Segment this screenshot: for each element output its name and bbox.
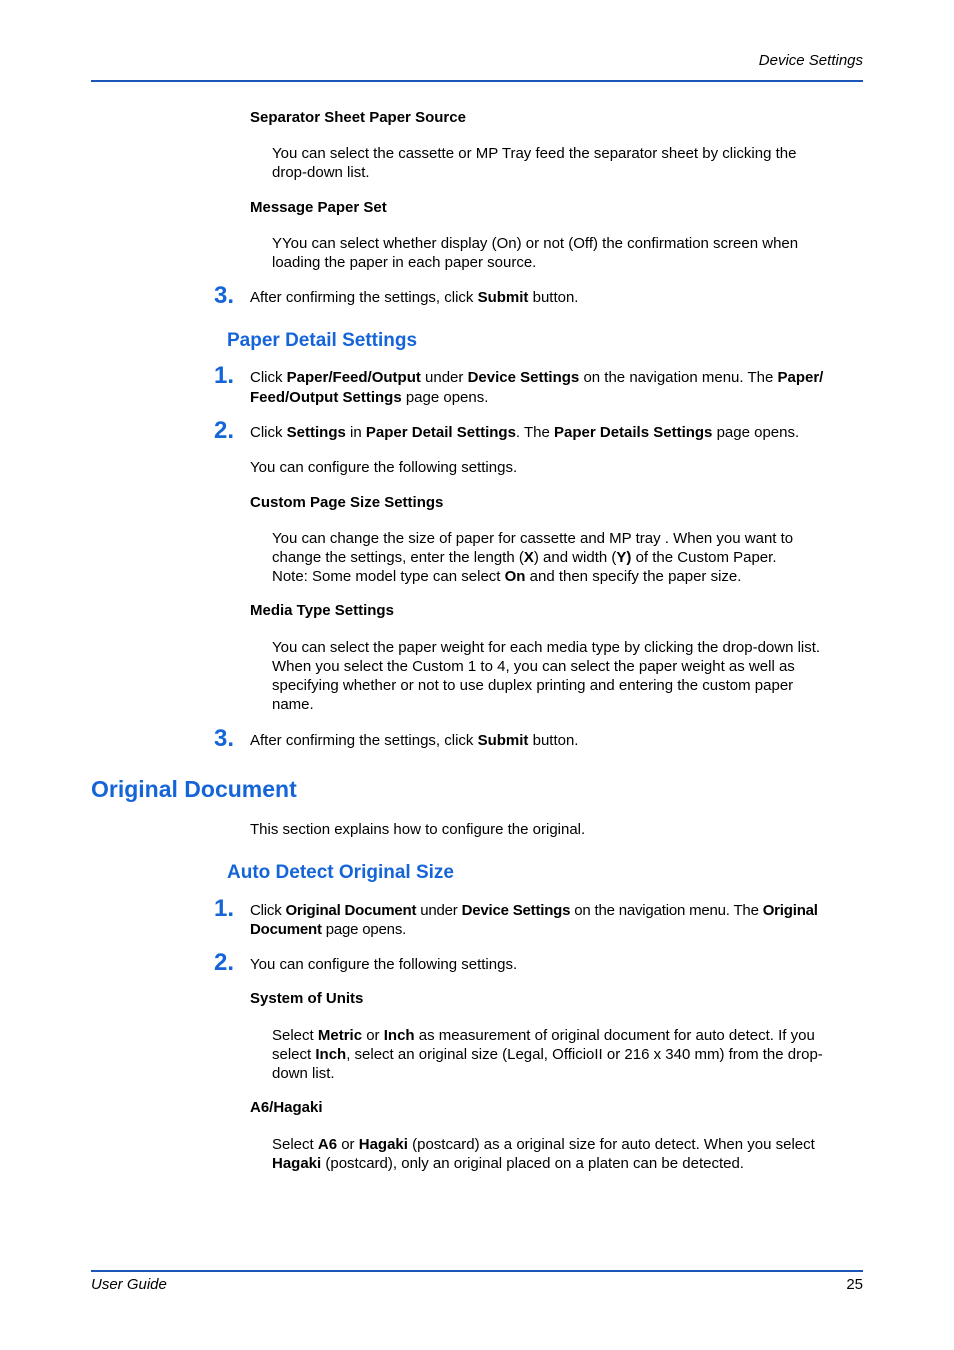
text: After confirming the settings, click <box>250 732 478 749</box>
bold-text: On <box>504 568 526 585</box>
bold-text: Y) <box>616 549 632 566</box>
text: in <box>345 424 366 441</box>
section-heading-original-document: Original Document <box>91 776 297 802</box>
subheading-custom-page-size: Custom Page Size Settings <box>250 494 444 511</box>
text-line <box>250 388 870 407</box>
text-line <box>272 1026 823 1045</box>
bold-text: Original <box>762 902 818 919</box>
running-header: Device Settings <box>758 52 863 69</box>
text-line <box>272 548 793 567</box>
text-line <box>272 567 793 586</box>
step-number: 1. <box>214 362 235 389</box>
paragraph-custom-page-size <box>272 529 793 586</box>
text-line <box>272 1045 823 1064</box>
bold-text: Paper Details Settings <box>554 424 713 441</box>
footer-title: User Guide <box>91 1276 167 1293</box>
bold-text: Paper Detail Settings <box>365 424 516 441</box>
bold-text: Submit <box>477 732 529 749</box>
step-number: 1. <box>214 895 235 922</box>
paragraph-message-paper-set <box>272 234 798 272</box>
text: (postcard), only an original placed on a platen can be detected. <box>321 1155 744 1172</box>
text: ) and width ( <box>533 549 617 566</box>
text: page opens. <box>712 424 800 441</box>
text: page opens. <box>321 921 407 938</box>
step-text <box>250 288 578 307</box>
paragraph-media-type <box>272 638 820 714</box>
text: Note: Some model type can select <box>272 568 505 585</box>
subheading-separator-sheet: Separator Sheet Paper Source <box>250 109 466 126</box>
footer-rule <box>91 1270 863 1272</box>
text-line <box>250 920 870 939</box>
step-text <box>250 368 870 407</box>
subheading-system-of-units: System of Units <box>250 990 364 1007</box>
bold-text: Document <box>250 921 322 938</box>
text-line: You can select the cassette or MP Tray feed the separator sheet by clicking the <box>272 145 797 162</box>
text: or <box>362 1027 384 1044</box>
step-text <box>250 731 578 750</box>
bold-text: Device Settings <box>461 902 571 919</box>
bold-text: Hagaki <box>272 1155 322 1172</box>
subheading-a6-hagaki: A6/Hagaki <box>250 1099 323 1116</box>
bold-text: Feed/Output Settings <box>250 389 402 406</box>
text: on the navigation menu. The <box>570 902 763 919</box>
text: (postcard) as a original size for auto detect. When you select <box>407 1136 815 1153</box>
paragraph-a6-hagaki <box>272 1135 815 1173</box>
text: page opens. <box>401 389 489 406</box>
text: under <box>416 902 462 919</box>
text: button. <box>528 289 579 306</box>
subheading-message-paper-set: Message Paper Set <box>250 199 387 216</box>
step-number: 3. <box>214 282 235 309</box>
text: Click <box>250 424 287 441</box>
text-line: You can select the paper weight for each media type by clicking the drop-down list. <box>272 639 821 656</box>
bold-text: Submit <box>477 289 529 306</box>
step-number: 2. <box>214 949 235 976</box>
text: Select <box>272 1027 318 1044</box>
text: and then specify the paper size. <box>525 568 742 585</box>
bold-text: Original Document <box>285 902 417 919</box>
text: Select <box>272 1136 318 1153</box>
subheading-media-type: Media Type Settings <box>250 602 394 619</box>
bold-text: Device Settings <box>467 369 580 386</box>
bold-text: Settings <box>286 424 346 441</box>
section-heading-auto-detect: Auto Detect Original Size <box>227 862 454 883</box>
header-rule <box>91 80 863 82</box>
text: After confirming the settings, click <box>250 289 478 306</box>
text-line: drop-down list. <box>272 164 370 181</box>
bold-text: Inch <box>315 1046 347 1063</box>
page-number: 25 <box>846 1276 863 1293</box>
text: . The <box>515 424 555 441</box>
text: button. <box>528 732 579 749</box>
text: change the settings, enter the length ( <box>272 549 524 566</box>
text-line: specifying whether or not to use duplex printing and entering the custom paper <box>272 677 794 694</box>
paragraph-system-of-units <box>272 1026 823 1083</box>
intro-text: This section explains how to configure the original. <box>250 821 586 838</box>
bold-text: Paper/ <box>777 369 824 386</box>
intro-text: You can configure the following settings. <box>250 459 518 476</box>
bold-text: Hagaki <box>358 1136 408 1153</box>
bold-text: Metric <box>317 1027 363 1044</box>
text: , select an original size (Legal, OfficioII or 216 x 340 mm) from the drop- <box>346 1046 823 1063</box>
paragraph-separator-sheet <box>272 144 796 182</box>
step-text: You can configure the following settings. <box>250 956 518 973</box>
step-number: 2. <box>214 417 235 444</box>
text-line: YYou can select whether display (On) or not (Off) the confirmation screen when <box>272 235 799 252</box>
bold-text: X <box>523 549 534 566</box>
bold-text: A6 <box>317 1136 338 1153</box>
text-line: loading the paper in each paper source. <box>272 254 537 271</box>
bold-text: Inch <box>383 1027 415 1044</box>
text: select <box>272 1046 316 1063</box>
text-line <box>250 901 870 920</box>
text-line <box>272 1154 815 1173</box>
text-line: When you select the Custom 1 to 4, you can select the paper weight as well as <box>272 658 795 675</box>
step-text <box>250 901 870 939</box>
text: Click <box>250 369 287 386</box>
text-line: down list. <box>272 1065 335 1082</box>
bold-text: Paper/Feed/Output <box>286 369 421 386</box>
step-number: 3. <box>214 725 235 752</box>
text-line <box>250 368 870 387</box>
text: on the navigation menu. The <box>579 369 778 386</box>
text-line: You can change the size of paper for cassette and MP tray . When you want to <box>272 530 794 547</box>
text: of the Custom Paper. <box>631 549 777 566</box>
text-line <box>272 1135 815 1154</box>
step-text <box>250 423 799 442</box>
section-heading-paper-detail: Paper Detail Settings <box>227 330 418 351</box>
text: or <box>337 1136 359 1153</box>
text-line: name. <box>272 696 314 713</box>
text: Click <box>250 902 286 919</box>
text: under <box>420 369 468 386</box>
text: as measurement of original document for auto detect. If you <box>414 1027 815 1044</box>
